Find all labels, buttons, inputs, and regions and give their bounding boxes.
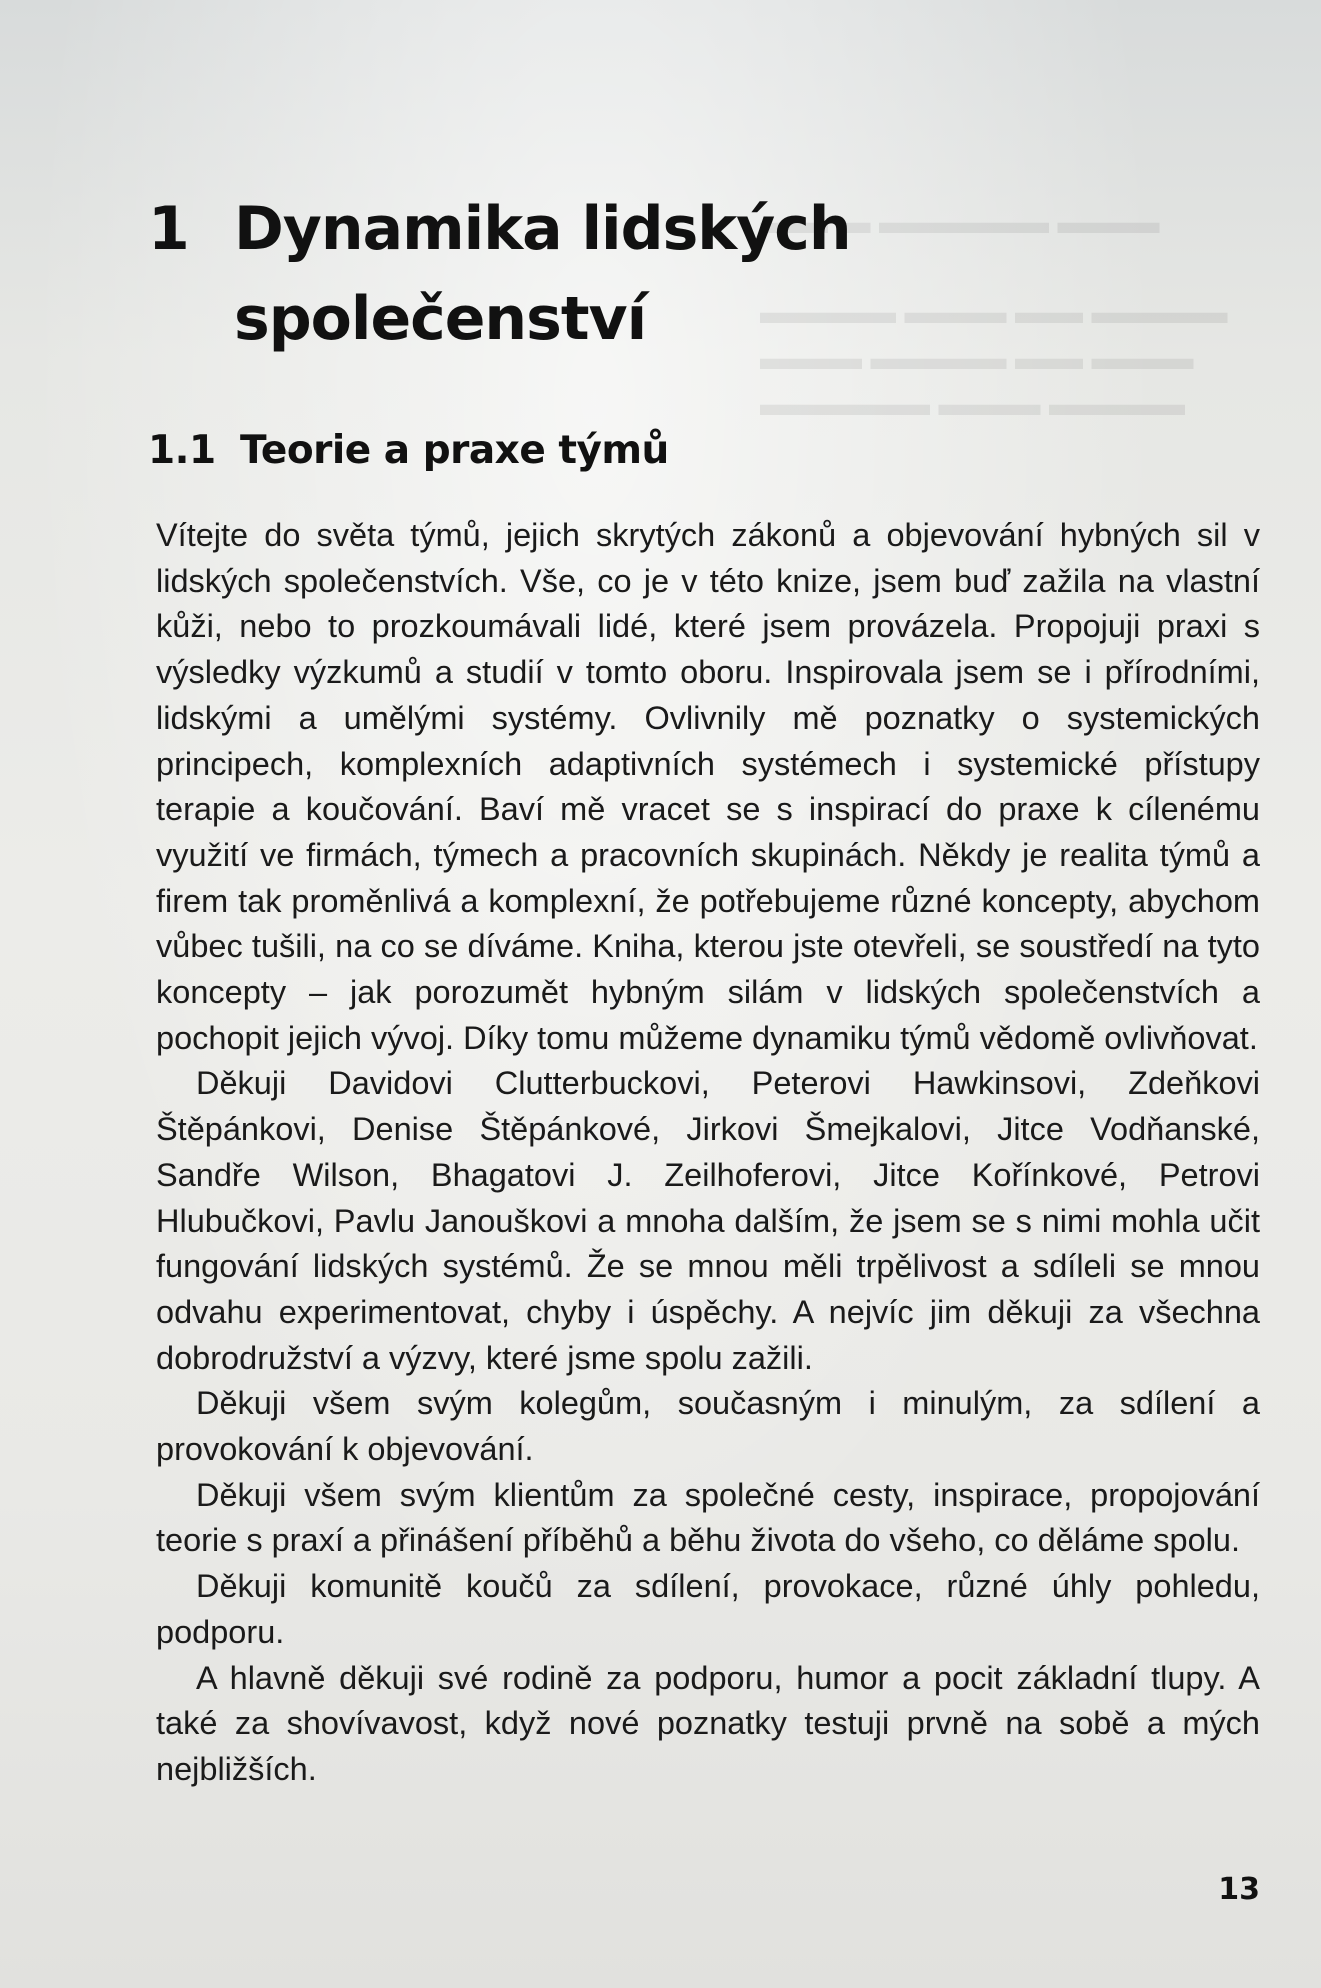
chapter-number: 1 [148,194,189,264]
show-through-decoration: ▬▬▬▬ ▬▬▬ ▬▬ ▬▬▬▬ [760,294,1228,331]
body-text [156,513,1260,1793]
section-number: 1.1 [148,428,216,473]
paragraph-acknowledgements-mentors: Děkuji Davidovi Clutterbuckovi, Peterovi Hawkinsovi, Zdeňkovi Štěpánkovi, Denise Štěpánkové, Jirkovi Šmejkalovi, Jitce Vodňanské, Sandře Wilson, Bhagatovi J. Zeilhoferovi, Jitce Kořínkové, Petrovi Hlubučkovi, Pavlu Janouškovi a mnoha dalším, že jsem se s nimi mohla učit fungování lidských systémů. Že se mnou měli trpělivost a sdíleli se mnou odvahu experimentovat, chyby i úspěchy. A nejvíc jim děkuji za všechna dobrodružství a výzvy, které jsme spolu zažili. [156,1065,1260,1376]
paragraph-acknowledgements-family: A hlavně děkuji své rodině za podporu, humor a pocit základní tlupy. A také za shovívavost, když nové poznatky testuji prvně na sobě a mých nejbližších. [156,1659,1260,1787]
section-heading [148,424,669,478]
page-number: 13 [1218,1872,1260,1907]
show-through-decoration: ▬▬▬▬▬ ▬▬▬ ▬▬▬▬ [760,386,1185,423]
paragraph-acknowledgements-colleagues: Děkuji všem svým kolegům, současným i minulým, za sdílení a provokování k objevování. [156,1385,1260,1468]
paragraph-intro: Vítejte do světa týmů, jejich skrytých zákonů a objevování hybných sil v lidských společenstvích. Vše, co je v této knize, jsem buď zažila na vlastní kůži, nebo to prozkoumávali lidé, které jsem provázela. Propojuji praxi s výsledky výzkumů a studií v tomto oboru. Inspirovala jsem se i přírodními, lidskými a umělými systémy. Ovlivnily mě poznatky o systemických principech, komplexních adaptivních systémech i systemické přístupy terapie a koučování. Baví mě vracet se s inspirací do praxe k cílenému využití ve firmách, týmech a pracovních skupinách. Někdy je realita týmů a firem tak proměnlivá a komplexní, že potřebujeme různé koncepty, abychom vůbec tušili, na co se díváme. Kniha, kterou jste otevřeli, se soustředí na tyto koncepty – jak porozumět hybným silám v lidských společenstvích a pochopit jejich vývoj. Díky tomu můžeme dynamiku týmů vědomě ovlivňovat. [156,517,1260,1056]
show-through-decoration: ▬▬▬ ▬▬▬▬ ▬▬ ▬▬▬ [760,340,1194,377]
chapter-title: Dynamika lidských společenství [234,194,851,354]
paragraph-acknowledgements-community: Děkuji komunitě koučů za sdílení, provokace, různé úhly pohledu, podporu. [156,1568,1260,1650]
show-through-decoration: ▬▬ ▬ ▬▬▬▬▬ ▬▬▬ [760,204,1160,241]
section-title: Teorie a praxe týmů [240,428,669,473]
paragraph-acknowledgements-clients: Děkuji všem svým klientům za společné cesty, inspirace, propojování teorie s praxí a přinášení příběhů a běhu života do všeho, co děláme spolu. [156,1476,1260,1559]
